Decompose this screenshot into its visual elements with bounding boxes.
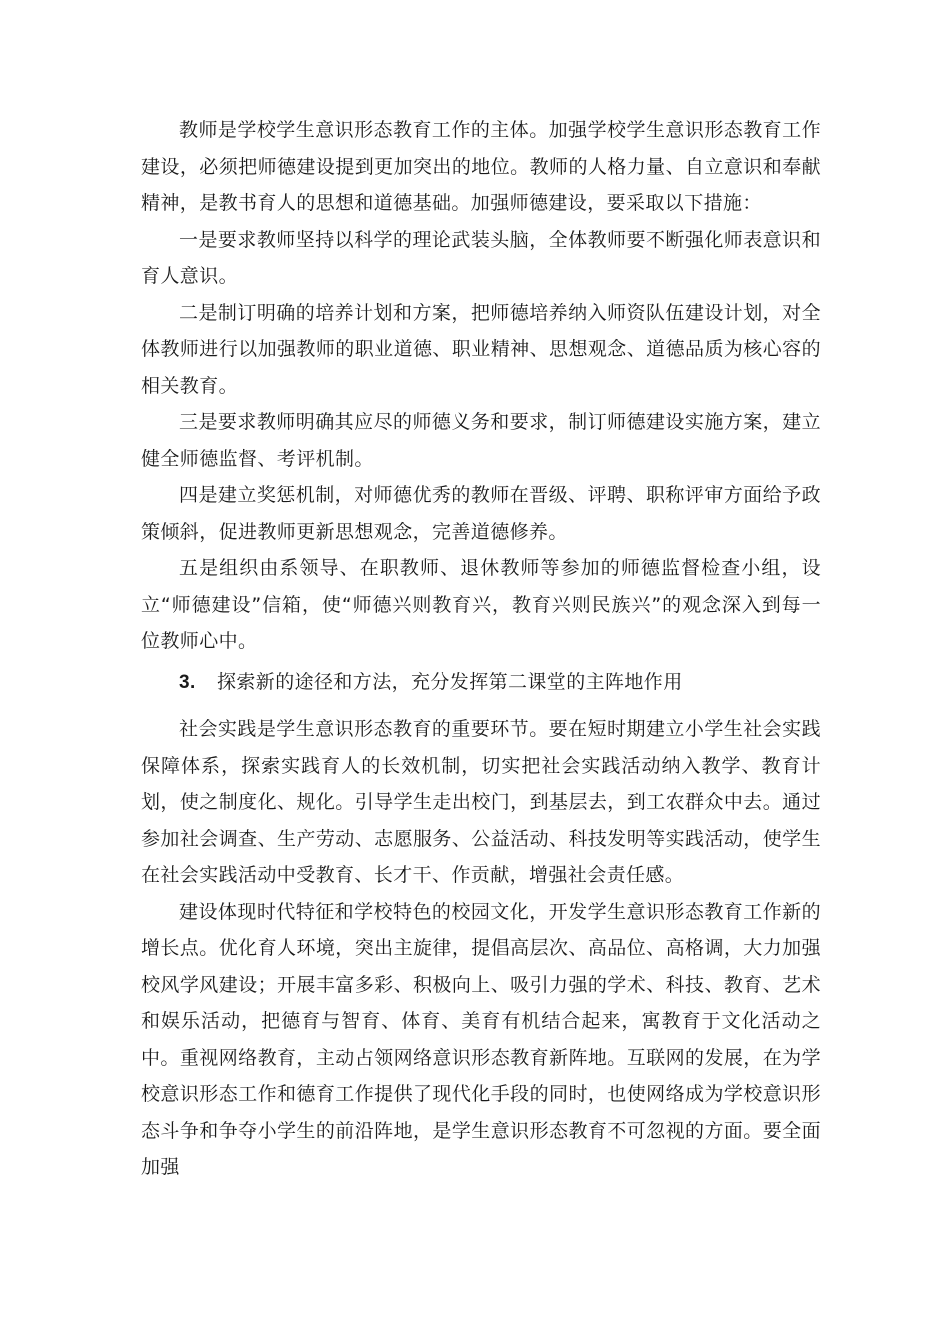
section-title: 探索新的途径和方法，充分发挥第二课堂的主阵地作用 — [217, 670, 683, 693]
body-text — [141, 112, 821, 1186]
section-number: 3. — [179, 671, 196, 693]
paragraph-measure-5: 五是组织由系领导、在职教师、退休教师等参加的师德监督检查小组，设立“师德建设”信箱，使“师德兴则教育兴，教育兴则民族兴”的观念深入到每一位教师心中。 — [141, 557, 821, 652]
paragraph-teacher-subject: 教师是学校学生意识形态教育工作的主体。加强学校学生意识形态教育工作建设，必须把师德建设提到更加突出的地位。教师的人格力量、自立意识和奉献精神，是教书育人的思想和道德基础。加强师德建设，要采取以下措施： — [141, 119, 821, 214]
paragraph-measure-2: 二是制订明确的培养计划和方案，把师德培养纳入师资队伍建设计划，对全体教师进行以加强教师的职业道德、职业精神、思想观念、道德品质为核心容的相关教育。 — [141, 301, 821, 397]
paragraph-measure-4: 四是建立奖惩机制，对师德优秀的教师在晋级、评聘、职称评审方面给予政策倾斜，促进教师更新思想观念，完善道德修养。 — [141, 484, 821, 543]
section-heading — [141, 664, 821, 702]
paragraph-social-practice: 社会实践是学生意识形态教育的重要环节。要在短时期建立小学生社会实践保障体系，探索实践育人的长效机制，切实把社会实践活动纳入教学、教育计划，使之制度化、规化。引导学生走出校门，到基层去，到工农群众中去。通过参加社会调查、生产劳动、志愿服务、公益活动、科技发明等实践活动，使学生在社会实践活动中受教育、长才干、作贡献，增强社会责任感。 — [141, 718, 821, 886]
paragraph-measure-3: 三是要求教师明确其应尽的师德义务和要求，制订师德建设实施方案，建立健全师德监督、考评机制。 — [141, 411, 821, 470]
paragraph-measure-1: 一是要求教师坚持以科学的理论武装头脑，全体教师要不断强化师表意识和育人意识。 — [141, 228, 821, 287]
paragraph-campus-culture: 建设体现时代特征和学校特色的校园文化，开发学生意识形态教育工作新的增长点。优化育人环境，突出主旋律，提倡高层次、高品位、高格调，大力加强校风学风建设；开展丰富多彩、积极向上、吸引力强的学术、科技、教育、艺术和娱乐活动，把德育与智育、体育、美育有机结合起来，寓教育于文化活动之中。重视网络教育，主动占领网络意识形态教育新阵地。互联网的发展，在为学校意识形态工作和德育工作提供了现代化手段的同时，也使网络成为学校意识形态斗争和争夺小学生的前沿阵地，是学生意识形态教育不可忽视的方面。要全面加强 — [141, 900, 821, 1178]
